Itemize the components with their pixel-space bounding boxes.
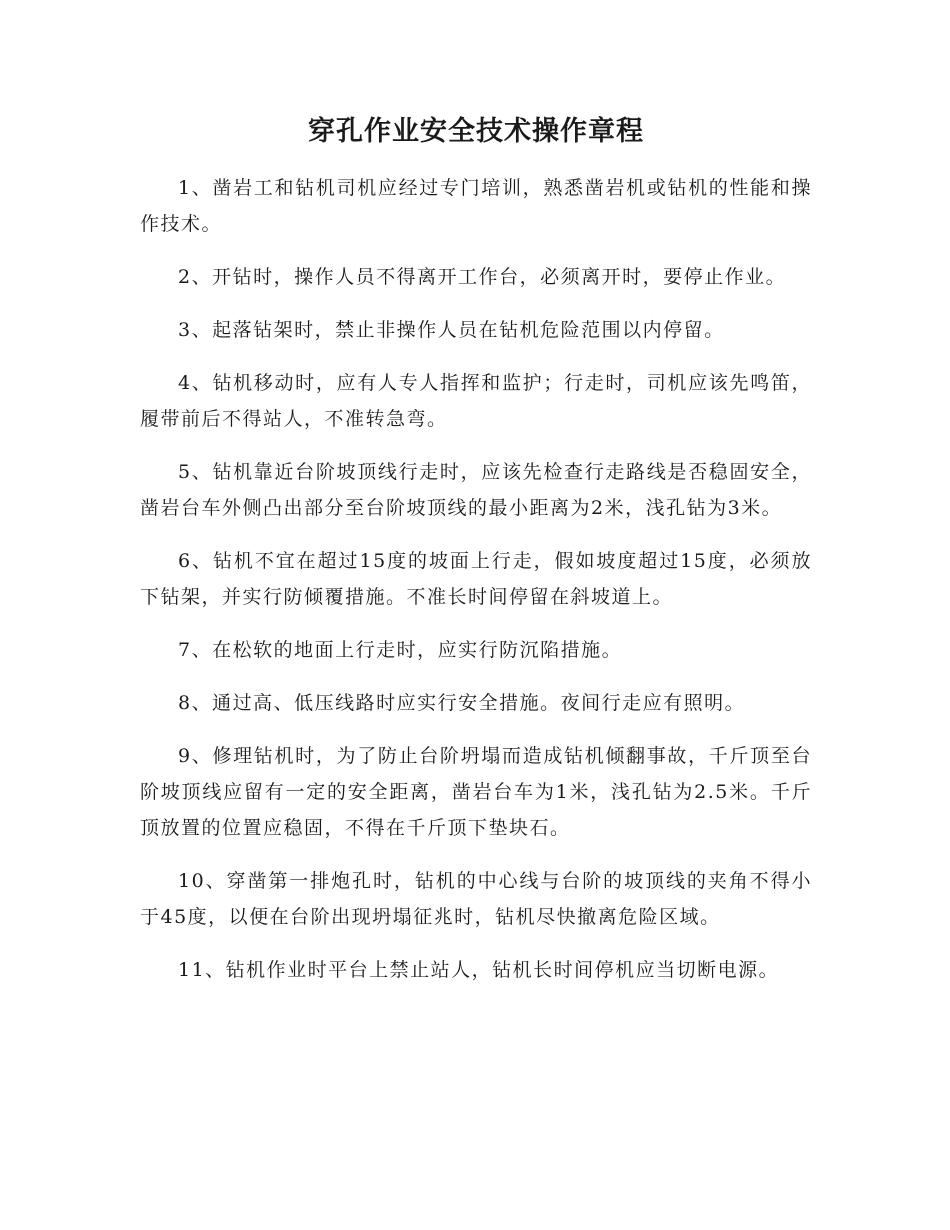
rule-paragraph-10: 10、穿凿第一排炮孔时，钻机的中心线与台阶的坡顶线的夹角不得小于45度，以便在台阶出现坍塌征兆时，钻机尽快撤离危险区域。 (140, 870, 812, 928)
rule-paragraph-5: 5、钻机靠近台阶坡顶线行走时，应该先检查行走路线是否稳固安全，凿岩台车外侧凸出部分至台阶坡顶线的最小距离为2米，浅孔钻为3米。 (140, 461, 812, 519)
rule-paragraph-11: 11、钻机作业时平台上禁止站人，钻机长时间停机应当切断电源。 (178, 959, 780, 981)
rule-paragraph-8: 8、通过高、低压线路时应实行安全措施。夜间行走应有照明。 (178, 692, 746, 714)
rule-paragraph-7: 7、在松软的地面上行走时，应实行防沉陷措施。 (178, 639, 623, 661)
rule-paragraph-3: 3、起落钻架时，禁止非操作人员在钻机危险范围以内停留。 (178, 319, 725, 341)
rule-paragraph-1: 1、凿岩工和钻机司机应经过专门培训，熟悉凿岩机或钻机的性能和操作技术。 (140, 177, 812, 235)
document-title: 穿孔作业安全技术操作章程 (308, 116, 644, 147)
document-page (140, 108, 812, 1005)
rule-paragraph-6: 6、钻机不宜在超过15度的坡面上行走，假如坡度超过15度，必须放下钻架，并实行防倾覆措施。不准长时间停留在斜坡道上。 (140, 550, 812, 608)
rule-paragraph-9: 9、修理钻机时，为了防止台阶坍塌而造成钻机倾翻事故，千斤顶至台阶坡顶线应留有一定的安全距离，凿岩台车为1米，浅孔钻为2.5米。千斤顶放置的位置应稳固，不得在千斤顶下垫块石。 (140, 745, 812, 839)
rule-paragraph-4: 4、钻机移动时，应有人专人指挥和监护；行走时，司机应该先鸣笛，履带前后不得站人，不准转急弯。 (140, 372, 812, 430)
rule-paragraph-2: 2、开钻时，操作人员不得离开工作台，必须离开时，要停止作业。 (178, 266, 787, 288)
